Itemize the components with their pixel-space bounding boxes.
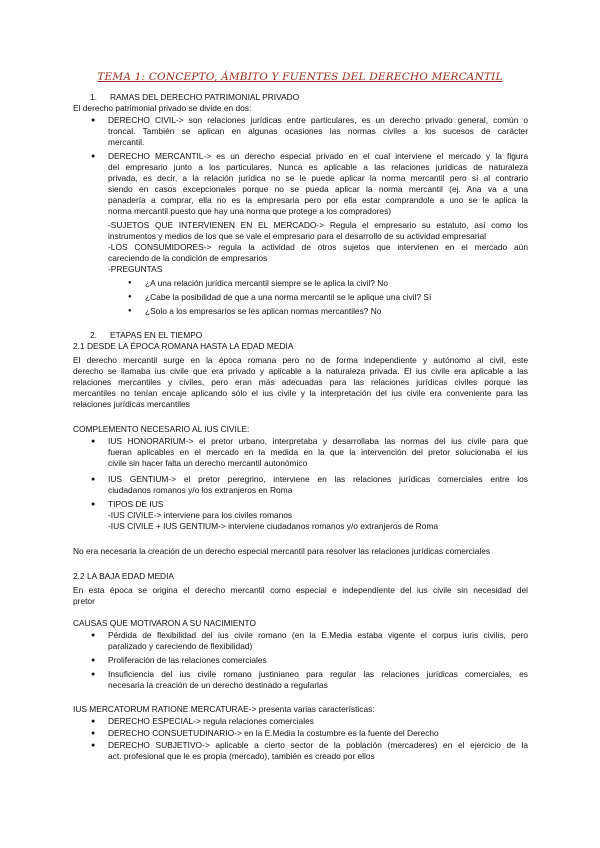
bullet-icon: ●: [91, 718, 96, 725]
causa-3-line-1: Insuficiencia del ius civile romano justinianeo para regular las relaciones jurídicas comerciales, es: [108, 669, 528, 679]
causa-2: Proliferación de las relaciones comerciales: [108, 655, 267, 665]
honorarium-line-3: civile sin hacer falta un derecho mercantil autonómico: [108, 458, 308, 468]
bullet-icon: ●: [91, 632, 96, 639]
civil-line-2: troncal. También se aplican en algunas ocasiones las normas civiles a los sucesos de carácter: [108, 126, 528, 136]
sub-bullet-icon: ●: [128, 280, 132, 286]
sub-bullet-icon: ●: [128, 308, 132, 314]
preguntas-label: -PREGUNTAS: [108, 264, 163, 274]
bullet-icon: ●: [91, 671, 96, 678]
section-1-number: 1.: [90, 92, 97, 102]
conclusion-text: No era necesaria la creación de un derecho especial mercantil para resolver las relaciones jurídicas comerciales: [73, 546, 491, 556]
tipos-civile-gentium: -IUS CIVILE + IUS GENTIUM-> interviene ciudadanos romanos y/o extranjeros de Roma: [108, 521, 439, 531]
honorarium-line-1: IUS HONORARIUM-> el pretor urbano, interpretaba y desarrollaba las normas del ius civile para que: [108, 436, 528, 446]
causa-1-line-1: Pérdida de flexibilidad del ius civile romano (en la E.Media estaba vigente el corpus iuris civilis, pero: [108, 630, 528, 640]
section-2-number: 2.: [90, 330, 97, 340]
gentium-line-2: ciudadanos romanos y/o los extranjeros en Roma: [108, 485, 293, 495]
bullet-icon: ●: [91, 476, 96, 483]
mercantil-line-4: siendo en casos excepcionales porque no se pueda aplicar la norma mercantil (ej. Ana va a una: [108, 184, 528, 194]
subsection-2-2-heading: 2.2 LA BAJA EDAD MEDIA: [73, 571, 175, 581]
section-1-intro: El derecho patrimonial privado se divide en dos:: [73, 103, 252, 113]
pregunta-3: ¿Solo a los empresarios se les aplican normas mercantiles? No: [145, 306, 382, 316]
sub-bullet-icon: ●: [128, 294, 132, 300]
roman-paragraph-line-1: El derecho mercantil surge en la época romana pero no de forma independiente y autónomo al civil, este: [73, 355, 528, 365]
bullet-icon: ●: [91, 501, 96, 508]
caracteristica-subjetivo-line-2: act. profesional que le es propia (mercado), también es creado por ellos: [108, 751, 375, 761]
consumidores-line-1: -LOS CONSUMIDORES-> regula la actividad de otros sujetos que intervienen en el mercado aún: [108, 242, 528, 252]
mercantil-line-2: del empresario junto a los particulares. Nunca es aplicable a las relaciones jurídicas de naturaleza: [108, 162, 528, 172]
sujetos-line-1: -SUJETOS QUE INTERVIENEN EN EL MERCADO-> Regula el empresario su estatuto, así como los: [108, 220, 528, 230]
bullet-icon: ●: [91, 438, 96, 445]
bullet-icon: ●: [91, 657, 96, 664]
document-title: TEMA 1: CONCEPTO, ÁMBITO Y FUENTES DEL DERECHO MERCANTIL: [97, 71, 503, 83]
subsection-2-1-heading: 2.1 DESDE LA ÉPOCA ROMANA HASTA LA EDAD MEDIA: [73, 341, 294, 351]
pregunta-2: ¿Cabe la posibilidad de que a una norma mercantil se le aplique una civil? Sí: [145, 292, 432, 302]
bullet-icon: ●: [91, 153, 96, 160]
tipos-civile: -IUS CIVILE-> interviene para los civiles romanos: [108, 510, 293, 520]
section-1-heading: RAMAS DEL DERECHO PATRIMONIAL PRIVADO: [110, 92, 300, 102]
baja-edad-line-1: En esta época se origina el derecho mercantil como especial e independiente del ius civile sin necesidad del: [73, 585, 528, 595]
roman-paragraph-line-5: relaciones jurídicas mercantiles: [73, 399, 190, 409]
tipos-heading: TIPOS DE IUS: [108, 499, 164, 509]
mercantil-line-1: DERECHO MERCANTIL-> es un derecho especial privado en el cual interviene el mercado y la figura: [108, 151, 528, 161]
caracteristica-subjetivo-line-1: DERECHO SUBJETIVO-> aplicable a cierto sector de la población (mercaderes) en el ejercicio de la: [108, 740, 528, 750]
mercantil-line-3: privada, es decir, a la relación jurídica no se le puede aplicar la norma mercantil pero sí al contrario: [108, 173, 528, 183]
mercantil-line-6: norma mercantil puesto que hay una norma que protege a los compradores): [108, 206, 392, 216]
bullet-icon: ●: [91, 117, 96, 124]
gentium-line-1: IUS GENTIUM-> el pretor peregrino, interviene en las relaciones jurídicas comerciales entre los: [108, 474, 528, 484]
baja-edad-line-2: pretor: [73, 596, 95, 606]
civil-line-1: DERECHO CIVIL-> son relaciones jurídicas entre particulares, es un derecho privado general, común o: [108, 115, 528, 125]
causa-1-line-2: paralizado y careciendo de flexibilidad): [108, 641, 253, 651]
complemento-heading: COMPLEMENTO NECESARIO AL IUS CIVILE:: [73, 424, 250, 434]
caracteristica-consuetudinario: DERECHO CONSUETUDINARIO-> en la E.Media la costumbre es la fuente del Derecho: [108, 728, 439, 738]
civil-line-3: mercantil.: [108, 137, 145, 147]
honorarium-line-2: fueran aplicables en el mercado en la medida en la que la intervención del pretor solucionaba el ius: [108, 447, 528, 457]
section-2-heading: ETAPAS EN EL TIEMPO: [110, 330, 203, 340]
causas-heading: CAUSAS QUE MOTIVARON A SU NACIMIENTO: [73, 618, 257, 628]
causa-3-line-2: necesaria la creación de un derecho destinado a regularlas: [108, 680, 328, 690]
ius-mercatorum-heading: IUS MERCATORUM RATIONE MERCATURAE-> presenta varias características:: [73, 704, 375, 714]
roman-paragraph-line-4: mercantiles no tenían encaje aplicando sólo el ius civile y la interpretación del ius civile era conveniente para las: [73, 388, 528, 398]
pregunta-1: ¿A una relación jurídica mercantil siempre se le aplica la civil? No: [145, 278, 388, 288]
mercantil-line-5: panadería a comprar, ella no es la empresaria pero por ella estar comprandole a uno se le aplica la: [108, 195, 528, 205]
sujetos-line-2: instrumentos y medios de los que se vale el empresario para el desarrollo de su actividad empresarial: [108, 231, 486, 241]
roman-paragraph-line-2: derecho se llamaba ius civile que era privado y aplicable a la naturaleza privada. El ius civile era aplicable a las: [73, 366, 528, 376]
consumidores-line-2: careciendo de la condición de empresarios: [108, 253, 268, 263]
bullet-icon: ●: [91, 742, 96, 749]
caracteristica-especial: DERECHO ESPECIAL-> regula relaciones comerciales: [108, 716, 314, 726]
roman-paragraph-line-3: relaciones mercantiles y civiles, pero eran más adecuadas para las relaciones jurídicas civiles porque las: [73, 377, 528, 387]
bullet-icon: ●: [91, 730, 96, 737]
